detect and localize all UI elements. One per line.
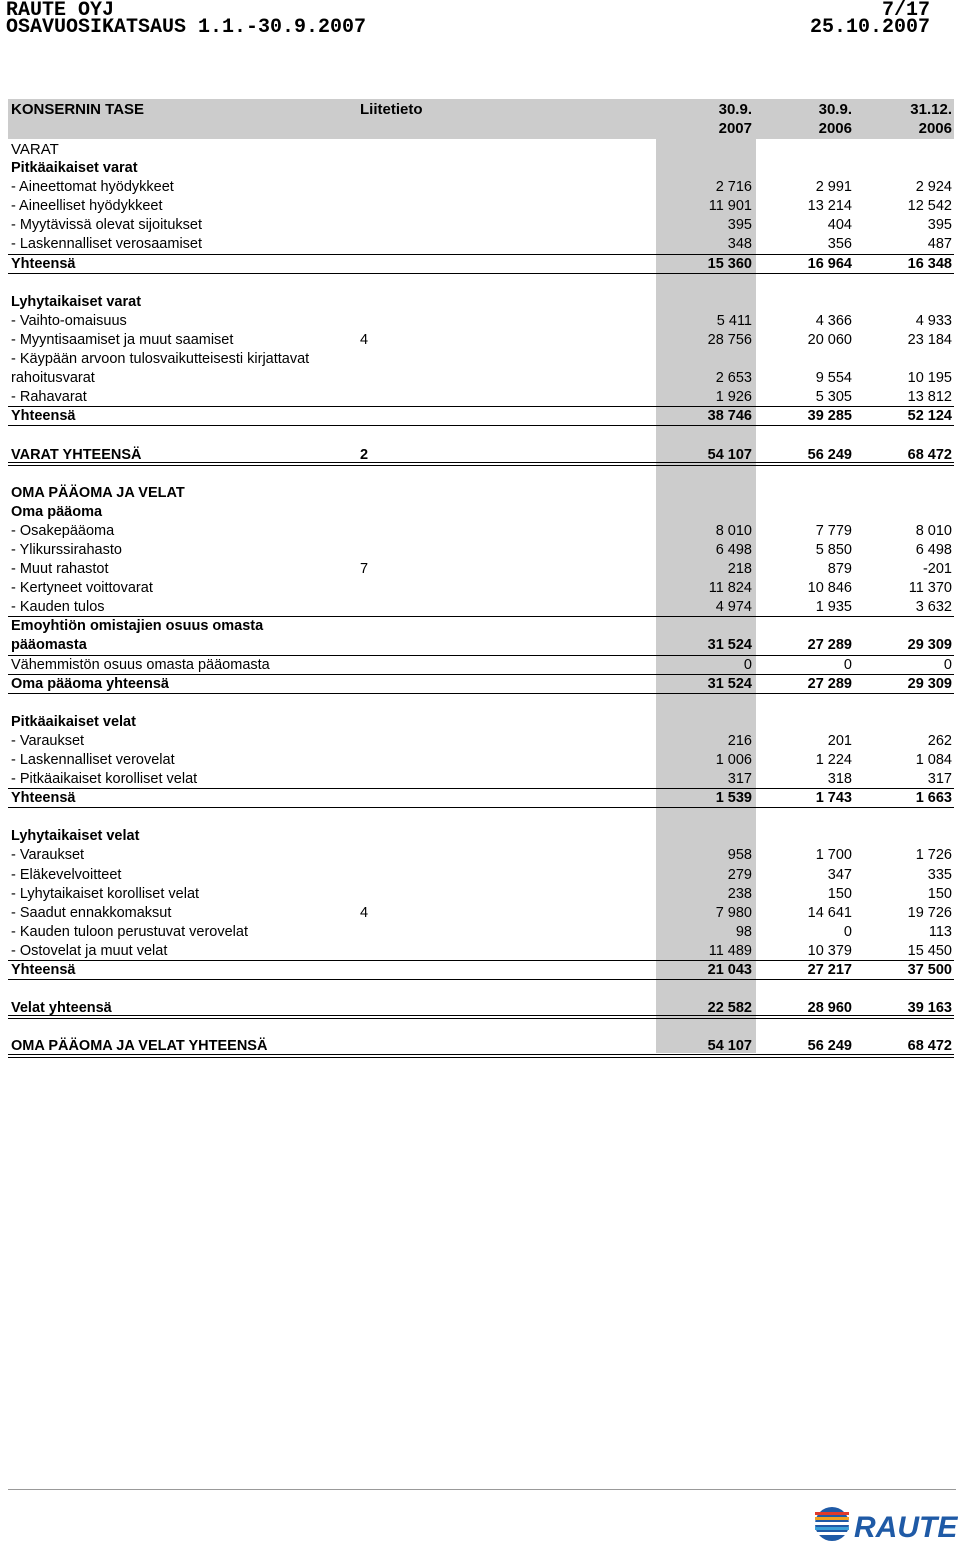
value-30-9-2006: 27 217 bbox=[807, 962, 852, 979]
table-row bbox=[8, 1037, 954, 1056]
row-label: - Kauden tulos bbox=[11, 599, 105, 616]
value-30-9-2006: 28 960 bbox=[807, 1000, 852, 1017]
value-30-9-2007: 98 bbox=[735, 923, 752, 940]
table-row bbox=[8, 178, 954, 197]
page-header-row-2 bbox=[6, 17, 930, 39]
row-label: - Lyhytaikaiset korolliset velat bbox=[11, 885, 200, 902]
report-title: OSAVUOSIKATSAUS 1.1.-30.9.2007 bbox=[6, 16, 367, 39]
value-31-12-2006: 29 309 bbox=[907, 675, 952, 692]
value-30-9-2007: 218 bbox=[727, 561, 752, 578]
table-row bbox=[8, 770, 954, 789]
table-row bbox=[8, 942, 954, 961]
row-label: Pitkäaikaiset velat bbox=[11, 713, 136, 730]
table-row bbox=[8, 465, 954, 484]
value-31-12-2006: 150 bbox=[927, 885, 952, 902]
value-30-9-2006: 7 779 bbox=[815, 522, 852, 539]
row-label: - Varaukset bbox=[11, 732, 85, 749]
table-row bbox=[8, 140, 954, 159]
value-30-9-2006: 1 935 bbox=[815, 599, 852, 616]
value-31-12-2006: 1 726 bbox=[915, 847, 952, 864]
value-30-9-2007: 1 926 bbox=[715, 389, 752, 406]
table-row bbox=[8, 656, 954, 675]
row-label: - Myytävissä olevat sijoitukset bbox=[11, 217, 202, 234]
table-row bbox=[8, 751, 954, 770]
table-body bbox=[8, 140, 954, 1057]
value-30-9-2006: 5 305 bbox=[815, 389, 852, 406]
value-30-9-2006: 27 289 bbox=[807, 675, 852, 692]
value-30-9-2007: 7 980 bbox=[715, 904, 752, 921]
report-date: 25.10.2007 bbox=[809, 16, 930, 39]
col3-header-bottom: 2006 bbox=[918, 120, 952, 137]
table-header-row bbox=[8, 100, 954, 140]
table-row bbox=[8, 999, 954, 1018]
value-31-12-2006: -201 bbox=[922, 561, 952, 578]
value-30-9-2007: 22 582 bbox=[707, 1000, 752, 1017]
value-31-12-2006: 0 bbox=[943, 656, 952, 673]
row-label: - Saadut ennakkomaksut bbox=[11, 904, 172, 921]
value-30-9-2006: 1 743 bbox=[815, 790, 852, 807]
value-30-9-2006: 356 bbox=[827, 236, 852, 253]
row-label: Yhteensä bbox=[11, 962, 76, 979]
raute-logo bbox=[812, 1503, 958, 1545]
value-30-9-2007: 1 006 bbox=[715, 752, 752, 768]
value-31-12-2006: 335 bbox=[927, 866, 952, 883]
row-label: rahoitusvarat bbox=[11, 370, 95, 387]
row-label: Lyhytaikaiset velat bbox=[11, 828, 140, 845]
row-label: Emoyhtiön omistajien osuus omasta bbox=[11, 618, 264, 635]
value-30-9-2007: 2 716 bbox=[715, 179, 752, 196]
row-label: Lyhytaikaiset varat bbox=[11, 293, 142, 310]
row-label: - Ylikurssirahasto bbox=[11, 541, 122, 558]
table-row bbox=[8, 789, 954, 808]
table-row bbox=[8, 923, 954, 942]
value-30-9-2006: 13 214 bbox=[807, 198, 852, 215]
table-row bbox=[8, 216, 954, 235]
row-label: - Osakepääoma bbox=[11, 522, 115, 539]
value-31-12-2006: 3 632 bbox=[915, 599, 952, 616]
value-30-9-2007: 11 824 bbox=[708, 580, 752, 597]
table-row bbox=[8, 885, 954, 904]
company-name: RAUTE OYJ bbox=[6, 0, 115, 22]
row-label: OMA PÄÄOMA JA VELAT YHTEENSÄ bbox=[11, 1038, 268, 1055]
table-row bbox=[8, 808, 954, 827]
value-30-9-2007: 28 756 bbox=[707, 331, 752, 348]
table-row bbox=[8, 255, 954, 274]
value-31-12-2006: 487 bbox=[927, 236, 952, 253]
row-label: - Laskennalliset verosaamiset bbox=[11, 236, 203, 253]
value-30-9-2006: 56 249 bbox=[807, 446, 852, 463]
note-column-header: Liitetieto bbox=[360, 101, 423, 118]
table-title: KONSERNIN TASE bbox=[11, 101, 145, 118]
value-31-12-2006: 39 163 bbox=[907, 1000, 952, 1017]
value-30-9-2006: 879 bbox=[827, 561, 852, 578]
table-row bbox=[8, 235, 954, 254]
value-30-9-2006: 318 bbox=[827, 771, 852, 788]
value-31-12-2006: 1 084 bbox=[915, 752, 952, 768]
col1-header-top: 30.9. bbox=[718, 101, 752, 118]
row-label: - Myyntisaamiset ja muut saamiset bbox=[11, 331, 234, 348]
value-31-12-2006: 113 bbox=[928, 923, 952, 940]
row-label: - Eläkevelvoitteet bbox=[11, 866, 122, 883]
value-31-12-2006: 68 472 bbox=[907, 446, 952, 463]
value-30-9-2006: 1 700 bbox=[815, 847, 852, 864]
value-31-12-2006: 262 bbox=[927, 732, 952, 749]
value-30-9-2006: 16 964 bbox=[807, 255, 852, 272]
row-label: VARAT bbox=[11, 141, 59, 158]
value-31-12-2006: 68 472 bbox=[907, 1038, 952, 1055]
value-30-9-2006: 27 289 bbox=[807, 637, 852, 654]
value-30-9-2006: 404 bbox=[827, 217, 852, 234]
table-row bbox=[8, 369, 954, 388]
table-row bbox=[8, 866, 954, 885]
value-30-9-2007: 21 043 bbox=[707, 962, 752, 979]
value-30-9-2006: 1 224 bbox=[815, 752, 852, 768]
table-row bbox=[8, 293, 954, 312]
row-note: 2 bbox=[360, 446, 369, 463]
value-31-12-2006: 52 124 bbox=[907, 408, 952, 425]
value-31-12-2006: 2 924 bbox=[915, 179, 952, 196]
value-30-9-2007: 5 411 bbox=[716, 312, 752, 329]
table-row bbox=[8, 980, 954, 999]
value-30-9-2006: 10 846 bbox=[807, 580, 852, 597]
value-30-9-2007: 395 bbox=[727, 217, 752, 234]
value-30-9-2007: 238 bbox=[727, 885, 752, 902]
value-30-9-2006: 56 249 bbox=[807, 1038, 852, 1055]
row-label: - Laskennalliset verovelat bbox=[11, 752, 175, 768]
row-label: - Muut rahastot bbox=[11, 561, 109, 578]
page-number: 7/17 bbox=[881, 0, 930, 22]
row-label: OMA PÄÄOMA JA VELAT bbox=[11, 484, 185, 501]
row-label: Oma pääoma yhteensä bbox=[11, 675, 169, 692]
table-row bbox=[8, 827, 954, 846]
balance-sheet-table bbox=[8, 100, 954, 1057]
value-30-9-2007: 11 901 bbox=[708, 198, 752, 215]
row-label: - Aineettomat hyödykkeet bbox=[11, 179, 174, 196]
value-31-12-2006: 395 bbox=[927, 217, 952, 234]
table-row bbox=[8, 694, 954, 713]
row-label: - Aineelliset hyödykkeet bbox=[11, 198, 163, 215]
row-label: Velat yhteensä bbox=[11, 1000, 112, 1017]
row-note: 4 bbox=[360, 331, 369, 348]
value-30-9-2007: 1 539 bbox=[715, 790, 752, 807]
value-30-9-2007: 6 498 bbox=[715, 541, 752, 558]
table-row bbox=[8, 904, 954, 923]
value-30-9-2006: 4 366 bbox=[815, 312, 852, 329]
table-row bbox=[8, 197, 954, 216]
value-31-12-2006: 15 450 bbox=[907, 942, 952, 959]
row-label: - Varaukset bbox=[11, 847, 85, 864]
value-30-9-2006: 9 554 bbox=[815, 370, 852, 387]
row-label: pääomasta bbox=[11, 637, 87, 654]
value-30-9-2007: 348 bbox=[727, 236, 752, 253]
footer-divider bbox=[8, 1489, 956, 1490]
row-label: Pitkäaikaiset varat bbox=[11, 160, 138, 177]
table-row bbox=[8, 713, 954, 732]
table-row bbox=[8, 426, 954, 445]
table-row bbox=[8, 522, 954, 541]
table-row bbox=[8, 579, 954, 598]
row-label: - Vaihto-omaisuus bbox=[11, 312, 127, 329]
value-30-9-2007: 8 010 bbox=[715, 522, 752, 539]
row-label: Yhteensä bbox=[11, 790, 76, 807]
row-label: - Käypään arvoon tulosvaikutteisesti kirjattavat bbox=[11, 351, 310, 368]
value-30-9-2007: 38 746 bbox=[707, 408, 752, 425]
row-label: Oma pääoma bbox=[11, 503, 103, 520]
row-label: Yhteensä bbox=[11, 255, 76, 272]
table-row bbox=[8, 388, 954, 407]
value-30-9-2007: 15 360 bbox=[707, 255, 752, 272]
table-row bbox=[8, 541, 954, 560]
value-31-12-2006: 317 bbox=[927, 771, 952, 788]
value-31-12-2006: 8 010 bbox=[915, 522, 952, 539]
value-30-9-2007: 31 524 bbox=[707, 637, 752, 654]
value-30-9-2006: 347 bbox=[827, 866, 852, 883]
table-row bbox=[8, 446, 954, 465]
table-row bbox=[8, 560, 954, 579]
value-31-12-2006: 1 663 bbox=[915, 790, 952, 807]
table-row bbox=[8, 732, 954, 751]
table-row bbox=[8, 484, 954, 503]
value-30-9-2006: 39 285 bbox=[807, 408, 852, 425]
table-row bbox=[8, 598, 954, 617]
table-row bbox=[8, 350, 954, 369]
value-31-12-2006: 13 812 bbox=[907, 389, 952, 406]
table-row bbox=[8, 961, 954, 980]
value-31-12-2006: 11 370 bbox=[908, 580, 952, 597]
value-30-9-2007: 317 bbox=[727, 771, 752, 788]
table-row bbox=[8, 331, 954, 350]
row-label: - Pitkäaikaiset korolliset velat bbox=[11, 771, 198, 788]
table-row bbox=[8, 636, 954, 655]
value-31-12-2006: 19 726 bbox=[907, 904, 952, 921]
table-row bbox=[8, 675, 954, 694]
col2-header-bottom: 2006 bbox=[818, 120, 852, 137]
value-30-9-2006: 150 bbox=[827, 885, 852, 902]
table-row bbox=[8, 617, 954, 636]
col3-header-top: 31.12. bbox=[910, 101, 952, 118]
value-30-9-2007: 216 bbox=[727, 732, 752, 749]
row-label: Vähemmistön osuus omasta pääomasta bbox=[11, 656, 270, 673]
value-30-9-2007: 54 107 bbox=[707, 446, 752, 463]
value-31-12-2006: 12 542 bbox=[907, 198, 952, 215]
value-30-9-2007: 958 bbox=[727, 847, 752, 864]
value-31-12-2006: 4 933 bbox=[915, 312, 952, 329]
logo-wordmark: RAUTE bbox=[854, 1511, 958, 1544]
value-30-9-2006: 2 991 bbox=[815, 179, 852, 196]
table-row bbox=[8, 159, 954, 178]
row-label: - Rahavarat bbox=[11, 389, 87, 406]
row-note: 4 bbox=[360, 904, 369, 921]
table-row bbox=[8, 407, 954, 426]
value-30-9-2007: 0 bbox=[743, 656, 752, 673]
value-30-9-2006: 20 060 bbox=[807, 331, 852, 348]
table-row bbox=[8, 503, 954, 522]
value-30-9-2006: 0 bbox=[843, 656, 852, 673]
table-row bbox=[8, 312, 954, 331]
table-row bbox=[8, 1018, 954, 1037]
row-label: VARAT YHTEENSÄ bbox=[11, 446, 142, 463]
value-31-12-2006: 6 498 bbox=[915, 541, 952, 558]
row-label: - Ostovelat ja muut velat bbox=[11, 942, 168, 959]
value-30-9-2007: 279 bbox=[727, 866, 752, 883]
value-30-9-2006: 0 bbox=[843, 923, 852, 940]
table-row bbox=[8, 274, 954, 293]
row-label: - Kauden tuloon perustuvat verovelat bbox=[11, 923, 248, 940]
value-31-12-2006: 10 195 bbox=[907, 370, 952, 387]
logo-globe-icon bbox=[815, 1507, 849, 1541]
row-note: 7 bbox=[360, 561, 369, 578]
value-30-9-2006: 201 bbox=[827, 732, 852, 749]
row-label: - Kertyneet voittovarat bbox=[11, 580, 153, 597]
value-31-12-2006: 37 500 bbox=[907, 962, 952, 979]
value-30-9-2007: 31 524 bbox=[707, 675, 752, 692]
value-30-9-2006: 5 850 bbox=[815, 541, 852, 558]
row-label: Yhteensä bbox=[11, 408, 76, 425]
col1-header-bottom: 2007 bbox=[718, 120, 752, 137]
value-30-9-2006: 10 379 bbox=[807, 942, 852, 959]
value-30-9-2007: 2 653 bbox=[715, 370, 752, 387]
value-30-9-2007: 4 974 bbox=[715, 599, 752, 616]
value-31-12-2006: 23 184 bbox=[907, 331, 952, 348]
value-30-9-2006: 14 641 bbox=[807, 904, 852, 921]
col2-header-top: 30.9. bbox=[818, 101, 852, 118]
value-31-12-2006: 29 309 bbox=[907, 637, 952, 654]
table-row bbox=[8, 846, 954, 865]
value-30-9-2007: 54 107 bbox=[707, 1038, 752, 1055]
value-30-9-2007: 11 489 bbox=[708, 942, 752, 959]
value-31-12-2006: 16 348 bbox=[907, 255, 952, 272]
